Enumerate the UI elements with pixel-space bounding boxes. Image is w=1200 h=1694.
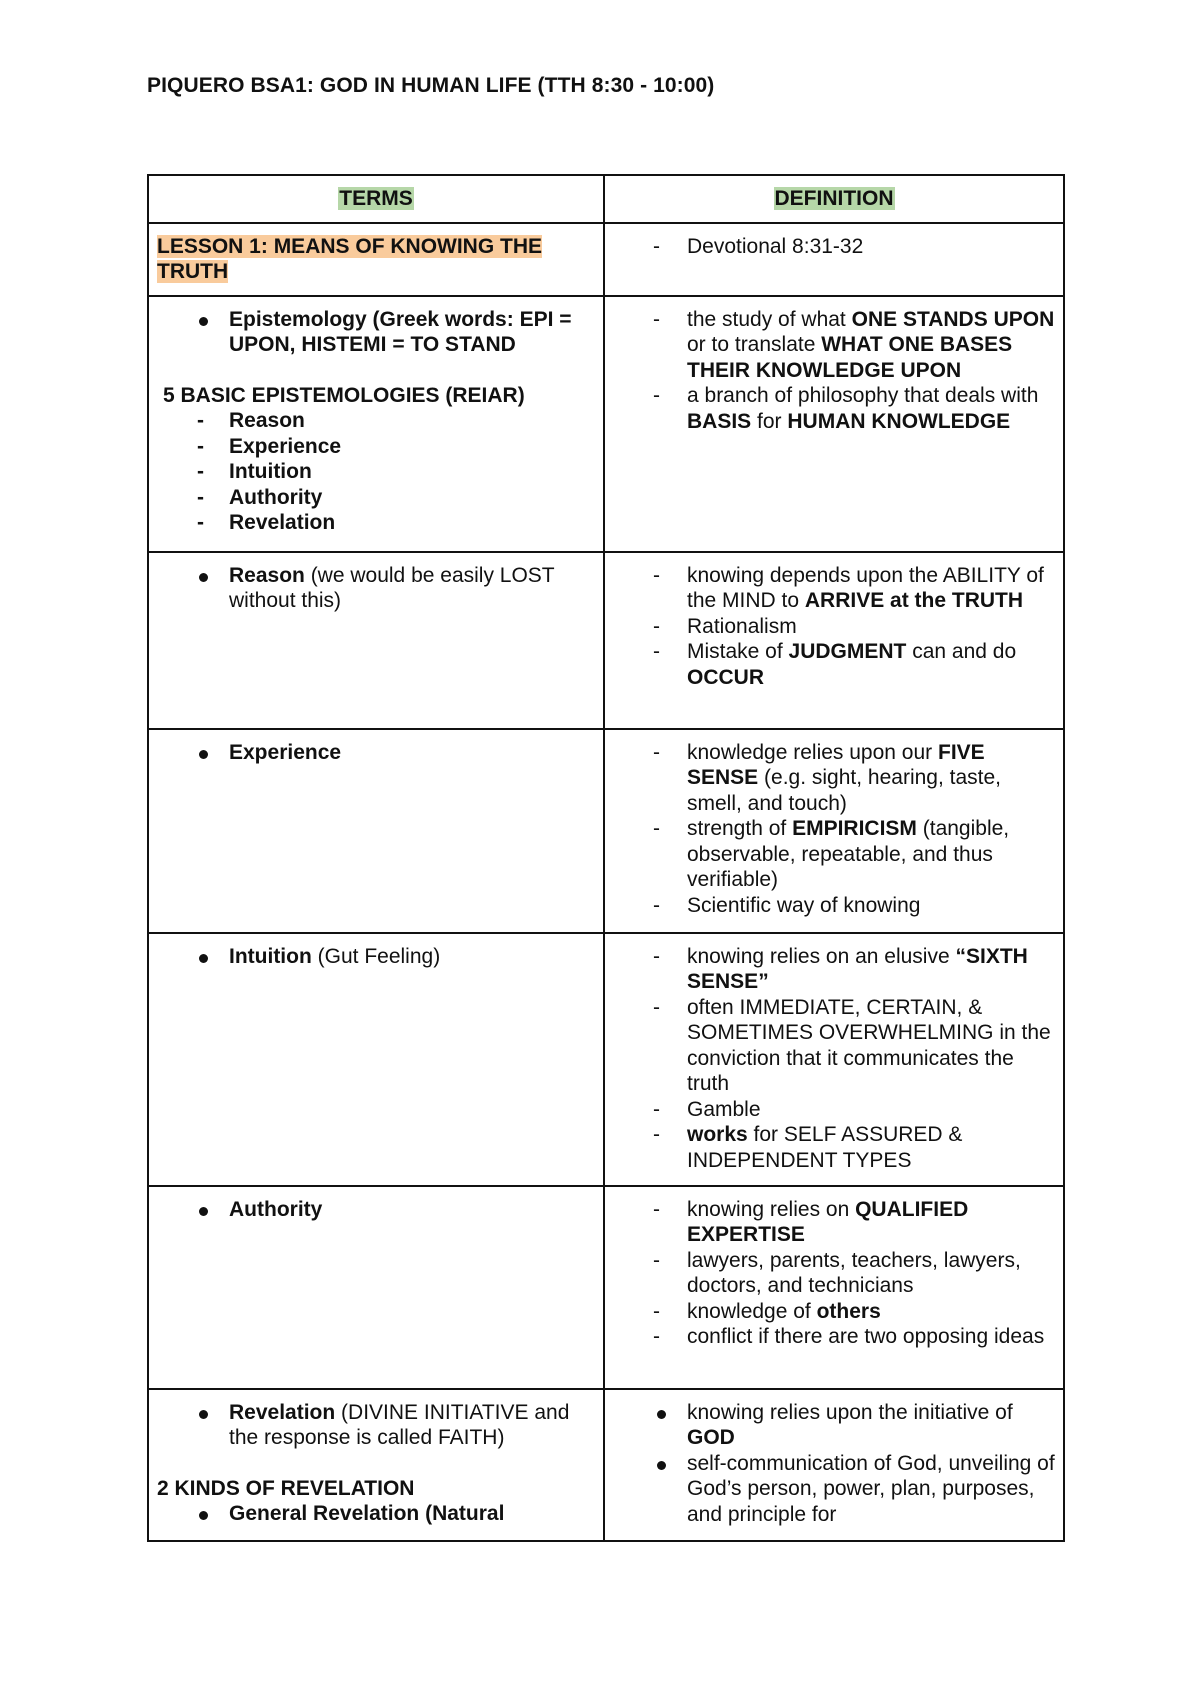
terms-definition-table xyxy=(147,174,1065,1542)
list-item: - Scientific way of knowing xyxy=(613,893,1055,919)
list-item: - Reason xyxy=(157,408,595,434)
authority-definition-cell xyxy=(604,1186,1064,1389)
experience-definition-cell xyxy=(604,729,1064,933)
table-row xyxy=(148,223,1064,296)
lesson-definition-cell xyxy=(604,223,1064,296)
list-item: - lawyers, parents, teachers, lawyers, doctors, and technicians xyxy=(613,1248,1055,1299)
document-title: PIQUERO BSA1: GOD IN HUMAN LIFE (TTH 8:30 - 10:00) xyxy=(147,74,715,97)
list-item: - Mistake of JUDGMENT can and do OCCUR xyxy=(613,639,1055,690)
list-item: - Devotional 8:31-32 xyxy=(613,234,1055,260)
list-item: self-communication of God, unveiling of God’s person, power, plan, purposes, and principle for xyxy=(613,1451,1055,1528)
epistemology-term-cell xyxy=(148,296,604,552)
list-item: - conflict if there are two opposing ideas xyxy=(613,1324,1055,1350)
list-item: - the study of what ONE STANDS UPON or to translate WHAT ONE BASES THEIR KNOWLEDGE UPON xyxy=(613,307,1055,384)
terms-header: TERMS xyxy=(339,187,413,210)
epistemology-term: Epistemology (Greek words: EPI = UPON, HISTEMI = TO STAND xyxy=(229,307,572,356)
revelation-definition-cell xyxy=(604,1389,1064,1541)
revelation-term-cell xyxy=(148,1389,604,1541)
list-item: - Revelation xyxy=(157,510,595,536)
reason-term-cell xyxy=(148,552,604,729)
list-item: Revelation (DIVINE INITIATIVE and the response is called FAITH) xyxy=(157,1400,595,1451)
epistemology-definition-cell xyxy=(604,296,1064,552)
definition-header-cell xyxy=(604,175,1064,223)
list-item: - Authority xyxy=(157,485,595,511)
list-item: - Intuition xyxy=(157,459,595,485)
list-item: - strength of EMPIRICISM (tangible, observable, repeatable, and thus verifiable) xyxy=(613,816,1055,893)
list-item: - knowing relies on QUALIFIED EXPERTISE xyxy=(613,1197,1055,1248)
intuition-definition-cell xyxy=(604,933,1064,1186)
list-item: - knowing depends upon the ABILITY of the MIND to ARRIVE at the TRUTH xyxy=(613,563,1055,614)
intuition-term-cell xyxy=(148,933,604,1186)
list-item xyxy=(157,307,595,358)
reason-definition-cell xyxy=(604,552,1064,729)
table-row xyxy=(148,933,1064,1186)
list-item: Intuition (Gut Feeling) xyxy=(157,944,595,970)
list-item: - Gamble xyxy=(613,1097,1055,1123)
list-item: General Revelation (Natural xyxy=(157,1501,595,1527)
list-item: Experience xyxy=(157,740,595,766)
list-item: - a branch of philosophy that deals with BASIS for HUMAN KNOWLEDGE xyxy=(613,383,1055,434)
experience-term-cell xyxy=(148,729,604,933)
list-item: Authority xyxy=(157,1197,595,1223)
epistemologies-subheading: 5 BASIC EPISTEMOLOGIES (REIAR) xyxy=(163,383,525,407)
terms-header-cell xyxy=(148,175,604,223)
lesson-title: LESSON 1: MEANS OF KNOWING THE TRUTH xyxy=(157,234,543,283)
list-item: Reason (we would be easily LOST without this) xyxy=(157,563,595,614)
table-row xyxy=(148,296,1064,552)
list-item: - works for SELF ASSURED & INDEPENDENT TYPES xyxy=(613,1122,1055,1173)
list-item: - Experience xyxy=(157,434,595,460)
table-row xyxy=(148,729,1064,933)
list-item: - knowledge relies upon our FIVE SENSE (e.g. sight, hearing, taste, smell, and touch) xyxy=(613,740,1055,817)
list-item: knowing relies upon the initiative of GOD xyxy=(613,1400,1055,1451)
table-header-row xyxy=(148,175,1064,223)
table-row xyxy=(148,552,1064,729)
authority-term-cell xyxy=(148,1186,604,1389)
list-item: - knowledge of others xyxy=(613,1299,1055,1325)
list-item: - knowing relies on an elusive “SIXTH SENSE” xyxy=(613,944,1055,995)
list-item: - Rationalism xyxy=(613,614,1055,640)
lesson-title-cell xyxy=(148,223,604,296)
definition-header: DEFINITION xyxy=(774,187,894,210)
table-row xyxy=(148,1389,1064,1541)
revelation-kinds-subheading: 2 KINDS OF REVELATION xyxy=(157,1476,415,1500)
list-item: - often IMMEDIATE, CERTAIN, & SOMETIMES OVERWHELMING in the conviction that it communicates the truth xyxy=(613,995,1055,1097)
table-row xyxy=(148,1186,1064,1389)
